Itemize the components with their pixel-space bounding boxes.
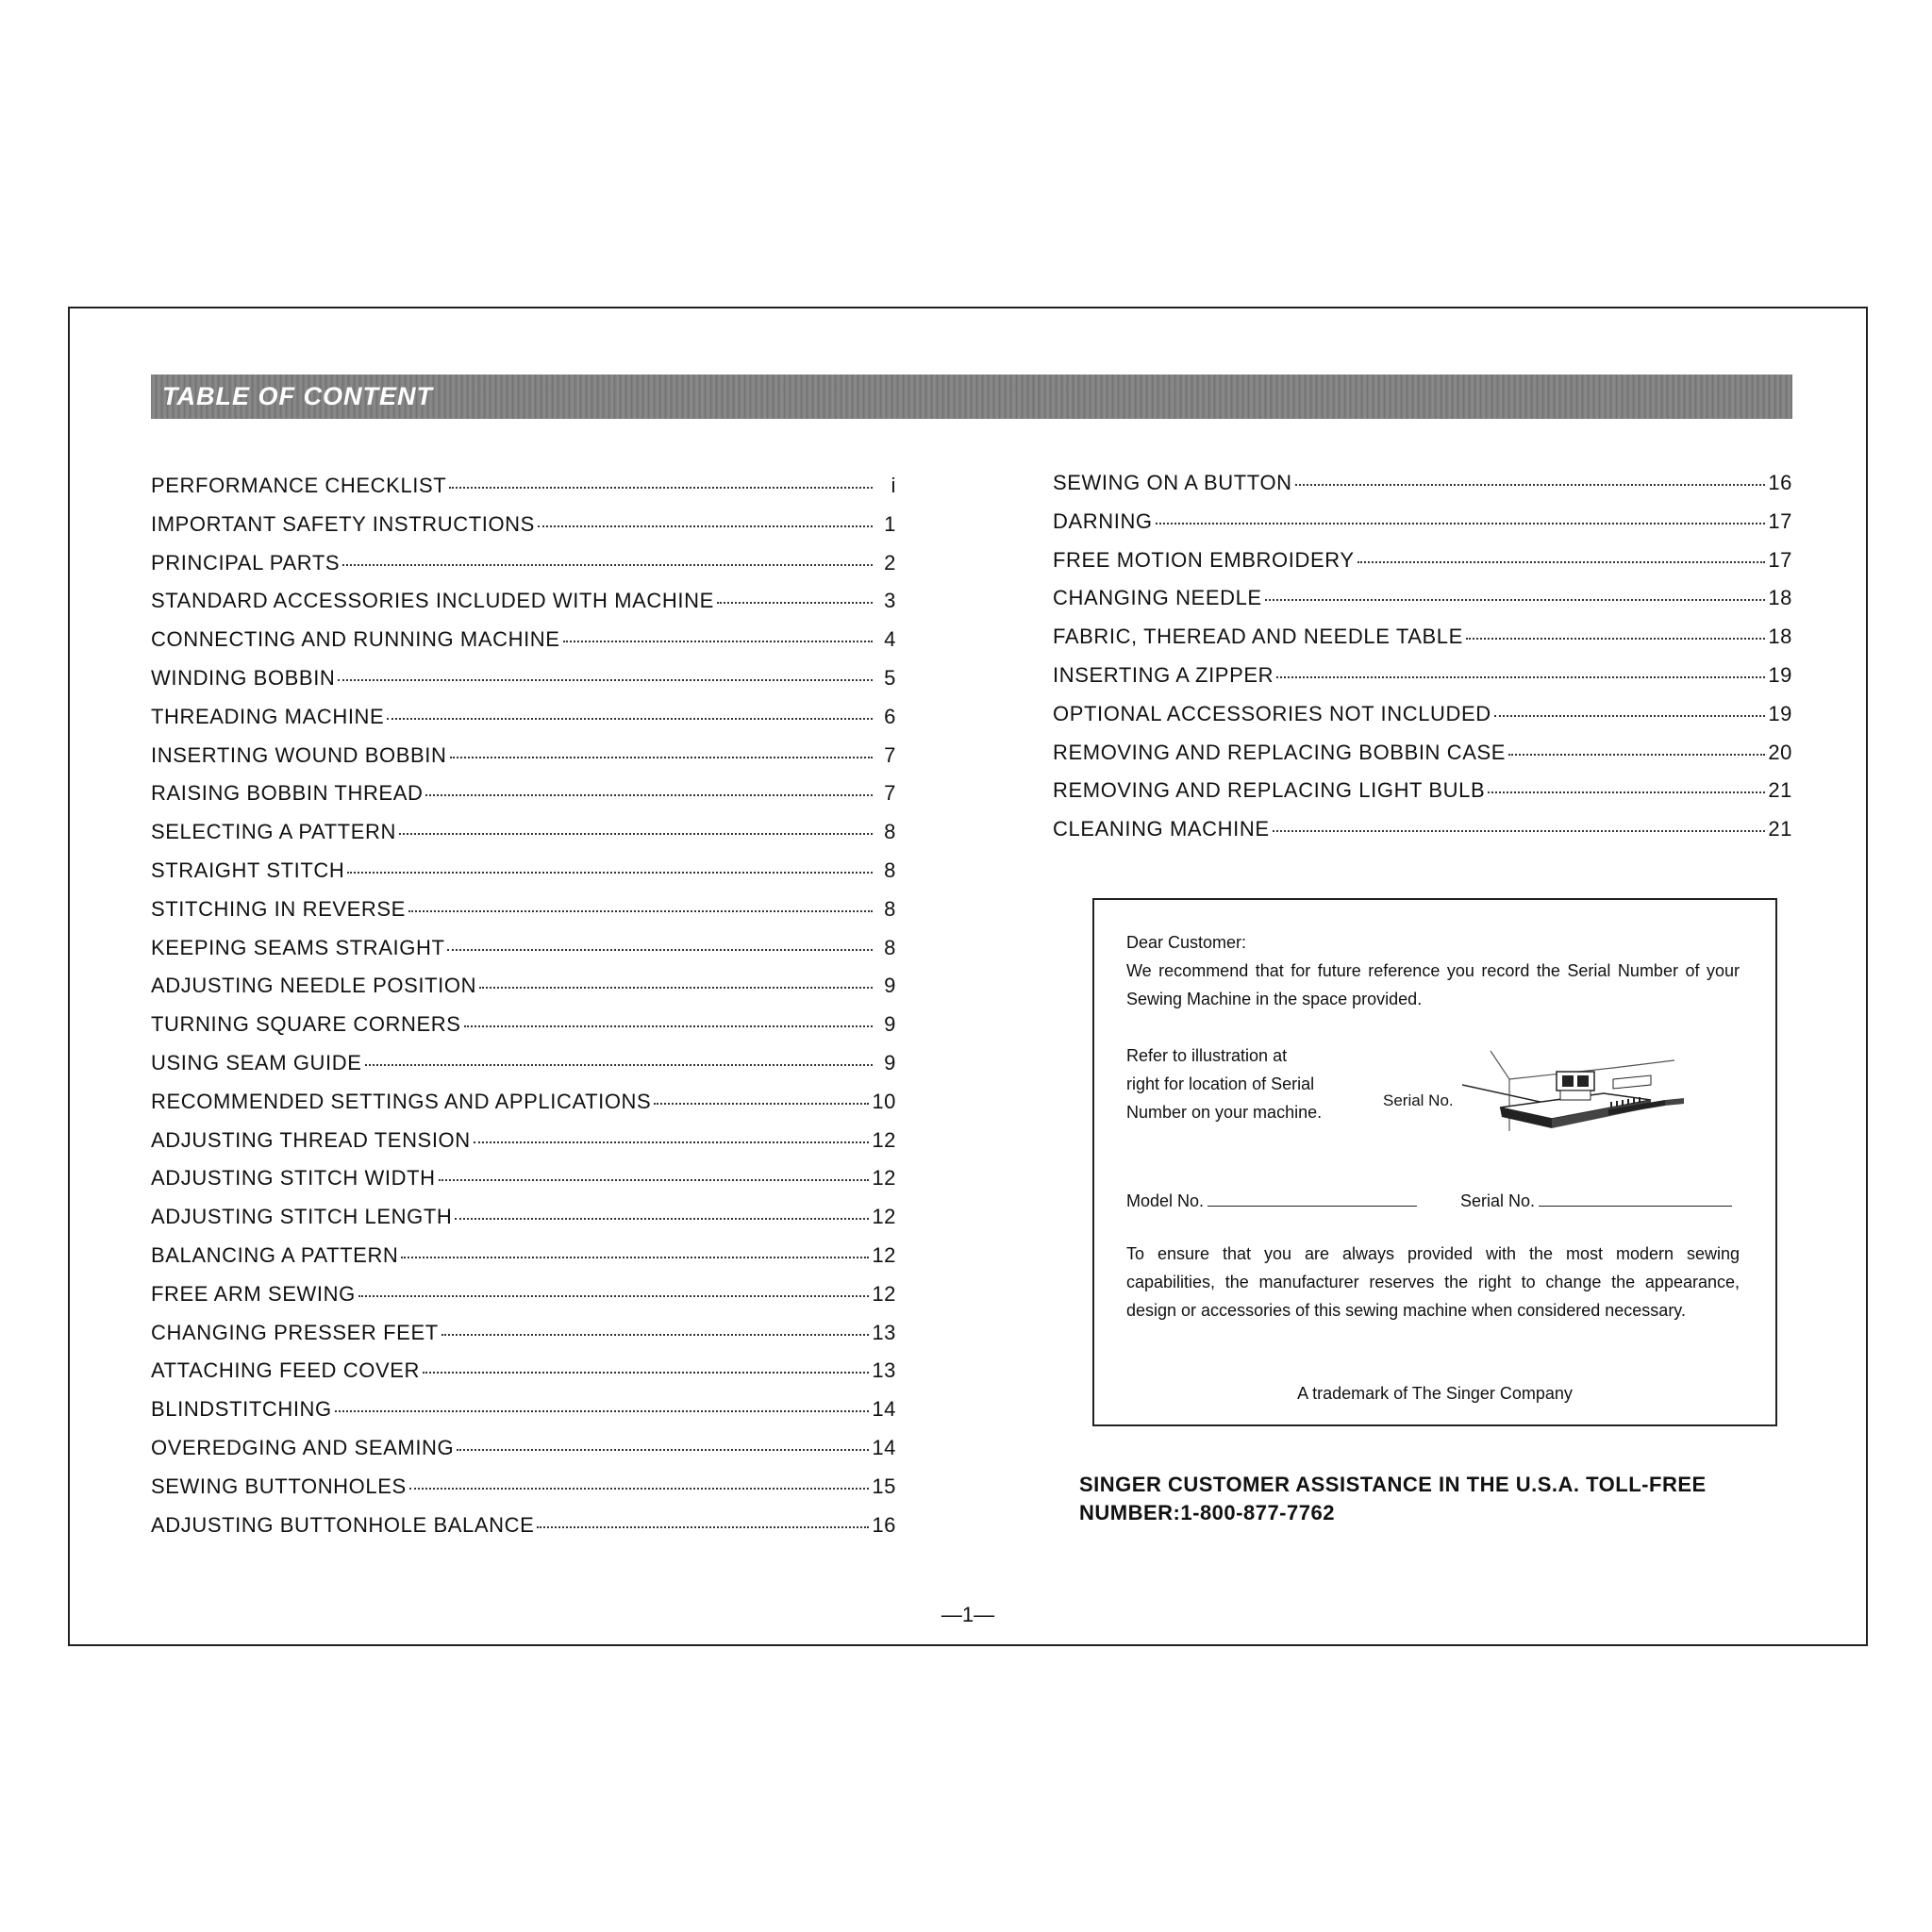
toc-entry-page: 18 bbox=[1768, 625, 1792, 649]
toc-entry-page: 9 bbox=[884, 1050, 896, 1074]
model-number-label: Model No. bbox=[1126, 1191, 1205, 1210]
toc-entry-page: 17 bbox=[1768, 547, 1792, 572]
toc-leader-dots bbox=[537, 1526, 869, 1528]
toc-entry bbox=[151, 1436, 896, 1474]
toc-entry bbox=[1053, 817, 1792, 856]
toc-entry-title: OVEREDGING AND SEAMING bbox=[151, 1435, 455, 1459]
toc-entry-title: INSERTING A ZIPPER bbox=[1053, 662, 1274, 687]
toc-entry bbox=[1053, 548, 1792, 587]
toc-entry-page: 9 bbox=[884, 974, 896, 998]
toc-entry-title: STITCHING IN REVERSE bbox=[151, 896, 406, 921]
model-number-field bbox=[1126, 1187, 1417, 1215]
toc-entry-page: 5 bbox=[884, 665, 896, 690]
toc-entry bbox=[151, 1474, 896, 1513]
toc-entry-page: 21 bbox=[1768, 778, 1792, 803]
toc-left-column bbox=[151, 474, 896, 1551]
toc-leader-dots bbox=[347, 872, 873, 874]
toc-leader-dots bbox=[358, 1295, 870, 1297]
toc-entry-title: REMOVING AND REPLACING BOBBIN CASE bbox=[1053, 740, 1507, 764]
toc-entry-title: IMPORTANT SAFETY INSTRUCTIONS bbox=[151, 511, 535, 536]
toc-entry-title: FREE ARM SEWING bbox=[151, 1281, 356, 1306]
toc-entry bbox=[151, 1205, 896, 1243]
toc-leader-dots bbox=[401, 1257, 869, 1258]
toc-leader-dots bbox=[447, 949, 873, 951]
toc-leader-dots bbox=[1295, 484, 1766, 486]
toc-entry bbox=[151, 1012, 896, 1051]
toc-entry-title: WINDING BOBBIN bbox=[151, 665, 336, 690]
toc-entry-page: 1 bbox=[884, 511, 896, 536]
notice-salutation: Dear Customer: bbox=[1126, 933, 1247, 952]
toc-entry-title: CHANGING NEEDLE bbox=[1053, 586, 1262, 610]
illustration-serial-label: Serial No. bbox=[1383, 1091, 1454, 1109]
toc-entry bbox=[1053, 741, 1792, 779]
toc-entry-page: i bbox=[891, 474, 896, 497]
toc-entry-page: 3 bbox=[884, 589, 896, 613]
toc-leader-dots bbox=[455, 1218, 869, 1220]
toc-banner bbox=[151, 375, 1792, 419]
toc-entry bbox=[151, 1358, 896, 1397]
toc-entry bbox=[1053, 509, 1792, 548]
toc-entry-title: TURNING SQUARE CORNERS bbox=[151, 1012, 461, 1037]
toc-leader-dots bbox=[408, 910, 873, 912]
toc-entry bbox=[151, 1090, 896, 1128]
toc-entry-page: 14 bbox=[872, 1435, 896, 1459]
toc-entry-title: STANDARD ACCESSORIES INCLUDED WITH MACHINE bbox=[151, 589, 714, 613]
toc-leader-dots bbox=[450, 757, 874, 758]
toc-leader-dots bbox=[439, 1179, 870, 1181]
toc-entry bbox=[151, 781, 896, 820]
toc-entry-page: 10 bbox=[872, 1089, 896, 1113]
toc-entry-title: THREADING MACHINE bbox=[151, 704, 385, 728]
toc-entry-title: CLEANING MACHINE bbox=[1053, 817, 1270, 841]
toc-leader-dots bbox=[1488, 791, 1765, 793]
toc-leader-dots bbox=[464, 1025, 873, 1027]
toc-entry-page: 7 bbox=[884, 742, 896, 767]
toc-leader-dots bbox=[1276, 676, 1765, 678]
toc-entry-page: 19 bbox=[1768, 662, 1792, 687]
toc-entry bbox=[151, 897, 896, 936]
toc-entry-page: 2 bbox=[884, 550, 896, 575]
toc-entry-title: ADJUSTING BUTTONHOLE BALANCE bbox=[151, 1512, 535, 1537]
toc-entry-title: RAISING BOBBIN THREAD bbox=[151, 781, 424, 806]
toc-entry-title: FREE MOTION EMBROIDERY bbox=[1053, 547, 1355, 572]
toc-entry-page: 16 bbox=[1768, 471, 1792, 494]
toc-entry-page: 15 bbox=[872, 1474, 896, 1498]
page-number: —1— bbox=[941, 1603, 995, 1626]
toc-leader-dots bbox=[409, 1488, 870, 1490]
toc-entry bbox=[151, 512, 896, 551]
sewing-machine-base-icon bbox=[1462, 1041, 1689, 1155]
toc-entry-title: ATTACHING FEED COVER bbox=[151, 1358, 420, 1383]
toc-entry bbox=[151, 1282, 896, 1321]
toc-leader-dots bbox=[335, 1410, 870, 1412]
toc-entry-page: 16 bbox=[872, 1512, 896, 1537]
toc-entry-title: KEEPING SEAMS STRAIGHT bbox=[151, 935, 445, 959]
notice-ensure-text: To ensure that you are always provided with the most modern sewing capabilities, the manufacturer reserves the right to change the appearance, design or accessories of this sewing machine when considered necessary. bbox=[1126, 1244, 1740, 1320]
toc-entry-title: FABRIC, THEREAD AND NEEDLE TABLE bbox=[1053, 625, 1463, 649]
toc-leader-dots bbox=[1494, 715, 1766, 717]
toc-entry-page: 8 bbox=[884, 935, 896, 959]
toc-leader-dots bbox=[449, 487, 873, 489]
toc-entry-page: 17 bbox=[1768, 508, 1792, 533]
toc-entry bbox=[1053, 471, 1792, 509]
toc-entry-page: 20 bbox=[1768, 740, 1792, 764]
toc-leader-dots bbox=[365, 1064, 873, 1066]
toc-entry-title: USING SEAM GUIDE bbox=[151, 1050, 362, 1074]
toc-leader-dots bbox=[1466, 638, 1765, 640]
toc-entry bbox=[151, 474, 896, 512]
toc-entry-title: REMOVING AND REPLACING LIGHT BULB bbox=[1053, 778, 1486, 803]
toc-entry bbox=[151, 1051, 896, 1090]
toc-entry-page: 21 bbox=[1768, 817, 1792, 841]
toc-entry-page: 8 bbox=[884, 858, 896, 882]
model-number-blank bbox=[1208, 1189, 1417, 1207]
toc-entry-page: 8 bbox=[884, 896, 896, 921]
toc-entry bbox=[151, 1397, 896, 1436]
toc-entry-page: 13 bbox=[872, 1358, 896, 1383]
toc-entry bbox=[151, 820, 896, 858]
serial-number-blank bbox=[1539, 1189, 1732, 1207]
document-page bbox=[68, 307, 1868, 1646]
toc-leader-dots bbox=[717, 602, 873, 604]
toc-leader-dots bbox=[399, 833, 873, 835]
toc-entry bbox=[151, 1321, 896, 1359]
toc-entry-page: 12 bbox=[872, 1166, 896, 1191]
toc-leader-dots bbox=[457, 1449, 869, 1451]
toc-entry bbox=[151, 743, 896, 782]
toc-entry-page: 12 bbox=[872, 1127, 896, 1152]
toc-entry-title: ADJUSTING STITCH LENGTH bbox=[151, 1205, 453, 1229]
toc-entry-title: SEWING BUTTONHOLES bbox=[151, 1474, 407, 1498]
toc-entry bbox=[151, 666, 896, 705]
toc-entry-page: 4 bbox=[884, 627, 896, 652]
toc-entry-page: 13 bbox=[872, 1320, 896, 1344]
toc-leader-dots bbox=[1357, 561, 1766, 563]
toc-leader-dots bbox=[654, 1103, 869, 1105]
toc-entry-title: CHANGING PRESSER FEET bbox=[151, 1320, 439, 1344]
toc-entry-page: 9 bbox=[884, 1012, 896, 1037]
toc-leader-dots bbox=[1508, 754, 1765, 756]
trademark-note: A trademark of The Singer Company bbox=[1297, 1384, 1573, 1403]
customer-notice-box bbox=[1092, 898, 1777, 1426]
toc-title: TABLE OF CONTENT bbox=[162, 382, 433, 410]
serial-number-field bbox=[1460, 1187, 1732, 1215]
toc-entry-page: 12 bbox=[872, 1242, 896, 1267]
toc-entry-title: OPTIONAL ACCESSORIES NOT INCLUDED bbox=[1053, 701, 1491, 725]
toc-entry bbox=[1053, 702, 1792, 741]
toc-leader-dots bbox=[538, 525, 873, 527]
toc-entry-page: 6 bbox=[884, 704, 896, 728]
toc-leader-dots bbox=[425, 794, 873, 796]
toc-entry-title: BALANCING A PATTERN bbox=[151, 1242, 399, 1267]
toc-entry-page: 7 bbox=[884, 781, 896, 806]
toc-leader-dots bbox=[338, 679, 873, 681]
toc-entry-page: 14 bbox=[872, 1397, 896, 1422]
toc-entry-title: SELECTING A PATTERN bbox=[151, 820, 396, 844]
serial-number-label: Serial No. bbox=[1460, 1191, 1536, 1210]
toc-entry bbox=[151, 589, 896, 627]
toc-entry bbox=[1053, 625, 1792, 663]
toc-entry-page: 18 bbox=[1768, 586, 1792, 610]
toc-leader-dots bbox=[474, 1141, 870, 1143]
toc-entry-title: ADJUSTING NEEDLE POSITION bbox=[151, 974, 477, 998]
notice-recommendation: We recommend that for future reference you record the Serial Number of your Sewing Machine in the space provided. bbox=[1126, 961, 1740, 1008]
toc-entry bbox=[151, 1128, 896, 1167]
toc-entry bbox=[151, 627, 896, 666]
toc-right-column bbox=[1053, 471, 1792, 856]
customer-assistance-number: SINGER CUSTOMER ASSISTANCE IN THE U.S.A. TOLL-FREE NUMBER:1-800-877-7762 bbox=[1079, 1473, 1707, 1524]
toc-entry bbox=[151, 974, 896, 1012]
toc-entry bbox=[1053, 663, 1792, 702]
toc-entry-page: 8 bbox=[884, 820, 896, 844]
toc-entry-title: STRAIGHT STITCH bbox=[151, 858, 345, 882]
toc-entry-title: DARNING bbox=[1053, 508, 1153, 533]
toc-entry bbox=[151, 1513, 896, 1552]
toc-entry-page: 12 bbox=[872, 1205, 896, 1229]
toc-entry-title: CONNECTING AND RUNNING MACHINE bbox=[151, 627, 560, 652]
toc-leader-dots bbox=[342, 564, 873, 566]
toc-leader-dots bbox=[563, 641, 873, 642]
toc-entry-page: 12 bbox=[872, 1281, 896, 1306]
toc-entry bbox=[151, 858, 896, 897]
toc-entry-title: RECOMMENDED SETTINGS AND APPLICATIONS bbox=[151, 1089, 652, 1113]
toc-entry-page: 19 bbox=[1768, 701, 1792, 725]
toc-entry-title: ADJUSTING STITCH WIDTH bbox=[151, 1166, 436, 1191]
toc-entry-title: SEWING ON A BUTTON bbox=[1053, 471, 1292, 494]
toc-entry-title: INSERTING WOUND BOBBIN bbox=[151, 742, 447, 767]
toc-entry bbox=[151, 551, 896, 590]
toc-leader-dots bbox=[387, 718, 873, 720]
toc-leader-dots bbox=[441, 1334, 870, 1336]
toc-entry bbox=[1053, 586, 1792, 625]
toc-leader-dots bbox=[1265, 599, 1766, 601]
toc-entry bbox=[151, 705, 896, 743]
toc-entry-title: ADJUSTING THREAD TENSION bbox=[151, 1127, 471, 1152]
toc-leader-dots bbox=[1156, 523, 1766, 525]
toc-entry-title: PERFORMANCE CHECKLIST bbox=[151, 474, 447, 497]
toc-leader-dots bbox=[423, 1372, 869, 1374]
toc-leader-dots bbox=[479, 987, 873, 989]
toc-leader-dots bbox=[1273, 830, 1766, 832]
toc-entry bbox=[1053, 778, 1792, 817]
toc-entry-title: PRINCIPAL PARTS bbox=[151, 550, 341, 575]
toc-entry bbox=[151, 1243, 896, 1282]
toc-entry bbox=[151, 1166, 896, 1205]
toc-entry-title: BLINDSTITCHING bbox=[151, 1397, 332, 1422]
toc-entry bbox=[151, 936, 896, 974]
notice-refer-text: Refer to illustration at right for location of Serial Number on your machine. bbox=[1126, 1046, 1323, 1122]
